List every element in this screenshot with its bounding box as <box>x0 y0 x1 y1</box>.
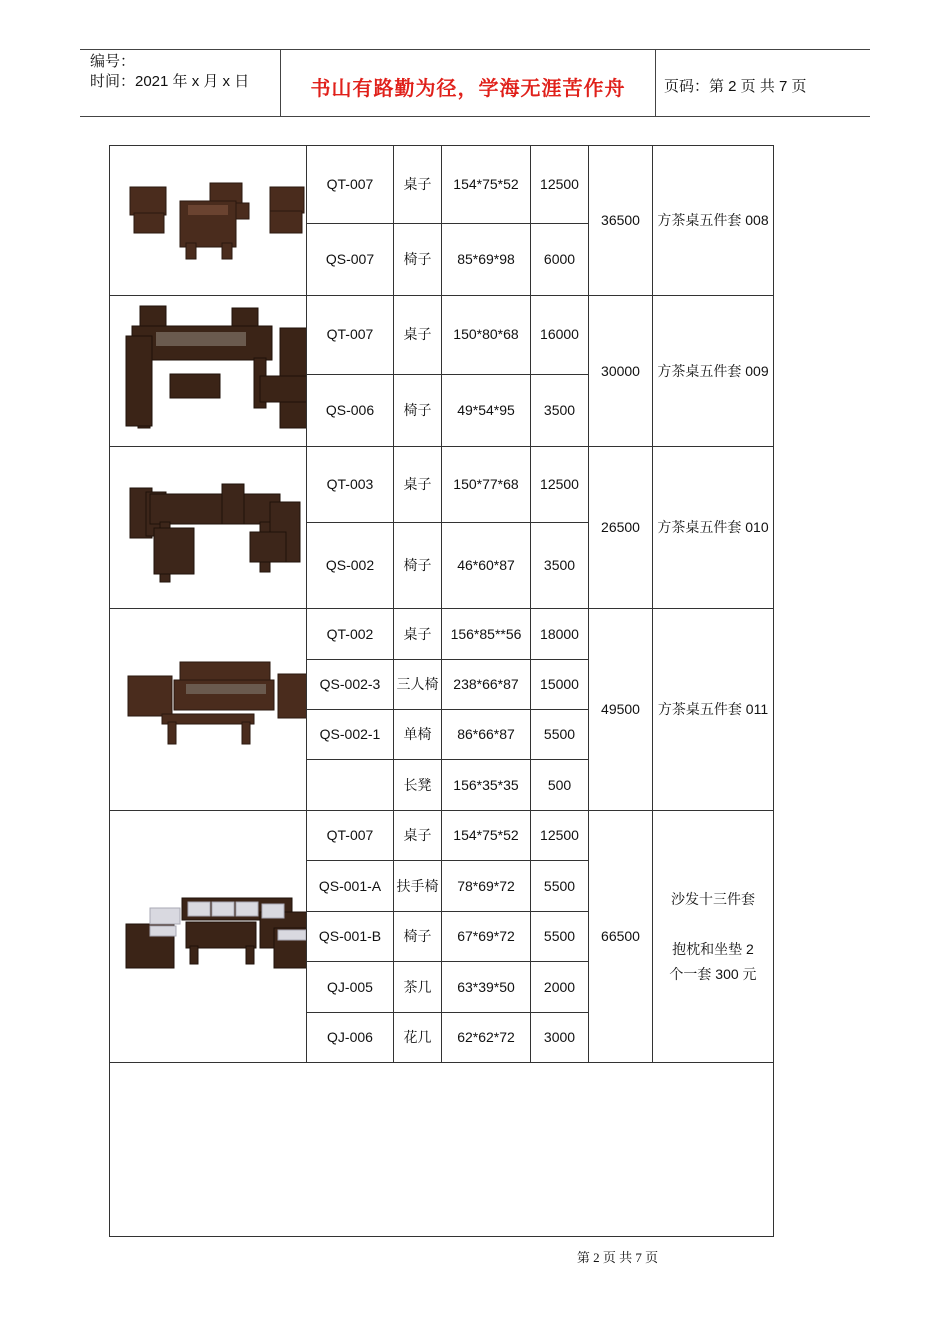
item-name: 长凳 <box>394 760 442 811</box>
set-total: 30000 <box>589 296 653 447</box>
item-price: 2000 <box>531 962 589 1013</box>
item-name: 桌子 <box>394 296 442 375</box>
item-code: QS-001-A <box>307 861 394 912</box>
empty-cell <box>110 1063 774 1237</box>
header-bottom-rule <box>80 116 870 117</box>
item-name: 椅子 <box>394 523 442 609</box>
set-description: 方茶桌五件套 008 <box>653 146 774 296</box>
item-code: QJ-006 <box>307 1013 394 1063</box>
item-code: QS-006 <box>307 374 394 446</box>
item-size: 62*62*72 <box>442 1013 531 1063</box>
furniture-image <box>110 448 306 608</box>
set-description-title: 沙发十三件套 <box>671 890 755 907</box>
product-image-set-sofa <box>110 811 307 1063</box>
doc-number-label: 编号： <box>90 53 136 70</box>
item-name: 桌子 <box>394 447 442 523</box>
table-row <box>110 811 774 861</box>
set-total: 66500 <box>589 811 653 1063</box>
item-size: 150*77*68 <box>442 447 531 523</box>
table-row <box>110 296 774 375</box>
product-image-set-011 <box>110 609 307 811</box>
item-code <box>307 760 394 811</box>
item-size: 49*54*95 <box>442 374 531 446</box>
item-name: 花几 <box>394 1013 442 1063</box>
furniture-image <box>110 296 306 446</box>
set-description: 方茶桌五件套 011 <box>653 609 774 811</box>
product-table <box>109 145 774 1237</box>
furniture-image <box>110 147 306 295</box>
item-code: QT-007 <box>307 811 394 861</box>
set-description: 方茶桌五件套 010 <box>653 447 774 609</box>
item-price: 6000 <box>531 224 589 296</box>
furniture-image <box>110 812 306 1062</box>
item-name: 椅子 <box>394 374 442 446</box>
item-price: 15000 <box>531 660 589 710</box>
empty-row <box>110 1063 774 1237</box>
table-row <box>110 146 774 224</box>
header-page-label: 页码：第 2 页 共 7 页 <box>664 78 807 95</box>
item-name: 椅子 <box>394 224 442 296</box>
set-description: 方茶桌五件套 009 <box>653 296 774 447</box>
item-code: QT-007 <box>307 146 394 224</box>
item-size: 85*69*98 <box>442 224 531 296</box>
table-row <box>110 447 774 523</box>
item-code: QS-001-B <box>307 912 394 962</box>
item-code: QJ-005 <box>307 962 394 1013</box>
item-size: 238*66*87 <box>442 660 531 710</box>
set-total: 36500 <box>589 146 653 296</box>
set-total: 26500 <box>589 447 653 609</box>
set-total: 49500 <box>589 609 653 811</box>
item-name: 桌子 <box>394 609 442 660</box>
item-size: 154*75*52 <box>442 146 531 224</box>
header-divider <box>280 49 281 116</box>
item-price: 3500 <box>531 374 589 446</box>
set-description <box>653 811 774 1063</box>
item-size: 150*80*68 <box>442 296 531 375</box>
item-price: 5500 <box>531 912 589 962</box>
product-image-set-008 <box>110 146 307 296</box>
header-top-rule <box>80 49 870 50</box>
item-price: 3000 <box>531 1013 589 1063</box>
item-price: 3500 <box>531 523 589 609</box>
item-size: 67*69*72 <box>442 912 531 962</box>
page-footer: 第 2 页 共 7 页 <box>576 1250 659 1265</box>
item-name: 桌子 <box>394 146 442 224</box>
item-price: 16000 <box>531 296 589 375</box>
item-size: 46*60*87 <box>442 523 531 609</box>
item-name: 三人椅 <box>394 660 442 710</box>
item-code: QS-002-1 <box>307 710 394 760</box>
item-size: 78*69*72 <box>442 861 531 912</box>
header-meta <box>90 52 249 92</box>
item-name: 单椅 <box>394 710 442 760</box>
item-price: 12500 <box>531 447 589 523</box>
item-size: 154*75*52 <box>442 811 531 861</box>
item-price: 5500 <box>531 710 589 760</box>
item-price: 5500 <box>531 861 589 912</box>
furniture-image <box>110 610 306 810</box>
item-code: QS-002 <box>307 523 394 609</box>
item-code: QS-002-3 <box>307 660 394 710</box>
item-name: 椅子 <box>394 912 442 962</box>
item-price: 18000 <box>531 609 589 660</box>
item-price: 500 <box>531 760 589 811</box>
doc-time-label: 时间：2021 年 x 月 x 日 <box>90 73 250 90</box>
item-code: QS-007 <box>307 224 394 296</box>
item-size: 156*85**56 <box>442 609 531 660</box>
item-size: 156*35*35 <box>442 760 531 811</box>
item-size: 63*39*50 <box>442 962 531 1013</box>
item-name: 扶手椅 <box>394 861 442 912</box>
table-row <box>110 609 774 660</box>
header-motto: 书山有路勤为径，学海无涯苦作舟 <box>310 76 626 100</box>
item-price: 12500 <box>531 146 589 224</box>
item-code: QT-002 <box>307 609 394 660</box>
item-price: 12500 <box>531 811 589 861</box>
item-name: 茶几 <box>394 962 442 1013</box>
item-code: QT-007 <box>307 296 394 375</box>
set-description-note: 抱枕和坐垫 2 个一套 300 元 <box>669 940 757 982</box>
item-name: 桌子 <box>394 811 442 861</box>
item-code: QT-003 <box>307 447 394 523</box>
item-size: 86*66*87 <box>442 710 531 760</box>
header-divider <box>655 49 656 116</box>
product-image-set-010 <box>110 447 307 609</box>
product-image-set-009 <box>110 296 307 447</box>
